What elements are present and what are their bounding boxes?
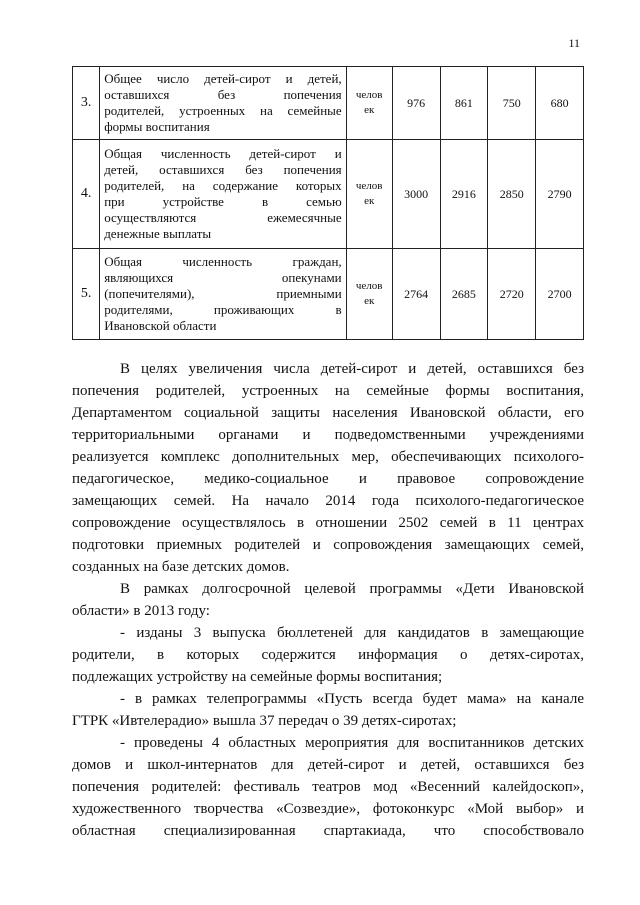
value-cell: 2700 (536, 249, 584, 340)
paragraph: В рамках долгосрочной целевой программы «Дети Ивановской области» в 2013 году: (72, 581, 584, 619)
paragraph: - в рамках телепрограммы «Пусть всегда будет мама» на канале ГТРК «Ивтелерадио» вышла 37 передач о 39 детях-сиротах; (72, 691, 584, 729)
row-number: 4. (73, 140, 100, 249)
unit-cell: челов ек (346, 249, 392, 340)
paragraph: - проведены 4 областных мероприятия для воспитанников детских домов и школ-интернатов для детей-сирот и детей, оставшихся без попечения родителей: фестиваль театров мод «Весенний калейдоскоп», художественного творчества «Созвездие», фотоконкурс «Мой выбор» и областная специализированная спартакиада, что способствовало (72, 735, 584, 839)
paragraph: В целях увеличения числа детей-сирот и детей, оставшихся без попечения родителей, устроенных на семейные формы воспитания, Департаментом социальной защиты населения Ивановской области, его территориальными органами и подведомственными учреждениями реализуется комплекс дополнительных мер, обеспечивающих психолого- педагогическое, медико-социальное и правовое сопровождение замещающих семей. На начало 2014 года психолого-педагогическое сопровождение осуществлялось в отношении 2502 семей в 11 центрах подготовки приемных родителей и сопровождения замещающих семей, созданных на базе детских домов. (72, 361, 584, 575)
value-cell: 2685 (440, 249, 488, 340)
value-cell: 2916 (440, 140, 488, 249)
value-cell: 3000 (392, 140, 440, 249)
unit-cell: челов ек (346, 140, 392, 249)
table-row (73, 67, 584, 140)
value-cell: 2720 (488, 249, 536, 340)
indicator-description: Общая численность детей-сирот и детей, оставшихся без попечения родителей, на содержание которых при устройстве в семью осуществляются ежемесячные денежные выплаты (100, 140, 346, 249)
value-cell: 680 (536, 67, 584, 140)
value-cell: 750 (488, 67, 536, 140)
indicator-description: Общее число детей-сирот и детей, оставшихся без попечения родителей, устроенных на семейные формы воспитания (100, 67, 346, 140)
unit-cell: челов ек (346, 67, 392, 140)
value-cell: 2790 (536, 140, 584, 249)
table-row (73, 249, 584, 340)
row-number: 3. (73, 67, 100, 140)
body-text (72, 358, 584, 842)
statistics-table (72, 66, 584, 340)
table-row (73, 140, 584, 249)
paragraph: - изданы 3 выпуска бюллетеней для кандидатов в замещающие родители, в которых содержится информация о детях-сиротах, подлежащих устройству на семейные формы воспитания; (72, 625, 584, 685)
value-cell: 976 (392, 67, 440, 140)
indicator-description: Общая численность граждан, являющихся опекунами (попечителями), приемными родителями, проживающих в Ивановской области (100, 249, 346, 340)
value-cell: 2764 (392, 249, 440, 340)
value-cell: 861 (440, 67, 488, 140)
page-number: 11 (568, 36, 580, 50)
value-cell: 2850 (488, 140, 536, 249)
row-number: 5. (73, 249, 100, 340)
